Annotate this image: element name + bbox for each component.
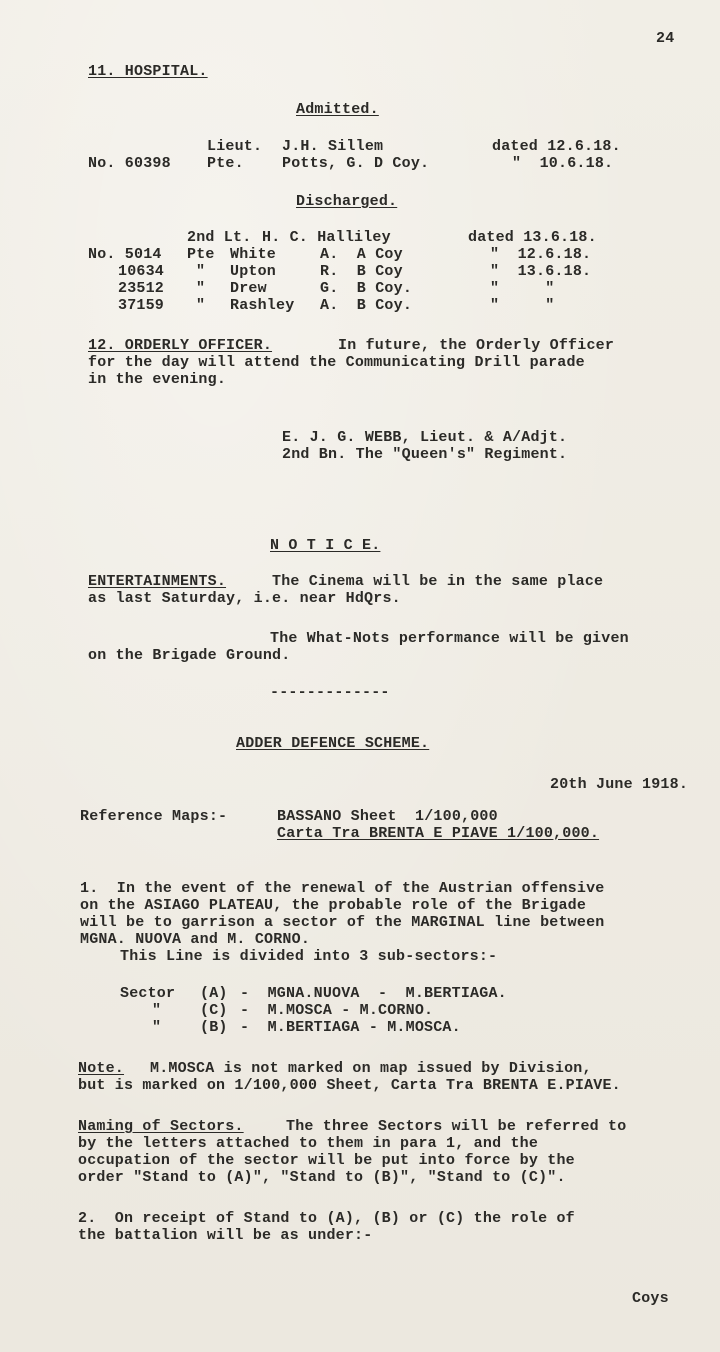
discharged-heading: Discharged. xyxy=(296,193,398,210)
discharged-row-3-dated: " 13.6.18. xyxy=(490,263,592,280)
naming-line-2: by the letters attached to them in para 1, and the xyxy=(78,1135,539,1152)
discharged-row-2-coy: A. A Coy xyxy=(320,246,403,263)
sector-b-desc: - M.BERTIAGA - M.MOSCA. xyxy=(240,1019,461,1036)
discharged-row-4-rank: " xyxy=(196,280,206,297)
discharged-row-3-no: 10634 xyxy=(118,263,165,280)
discharged-row-1-name: H. C. Halliley xyxy=(262,229,391,246)
naming-line-1: The three Sectors will be referred to xyxy=(286,1118,627,1135)
footer-catchword: Coys xyxy=(632,1290,669,1307)
discharged-row-2-dated: " 12.6.18. xyxy=(490,246,592,263)
admitted-row-2-rank: Pte. xyxy=(207,155,244,172)
orderly-officer-heading: 12. ORDERLY OFFICER. xyxy=(88,337,273,354)
sector-b-label: " xyxy=(152,1019,162,1036)
admitted-row-1-rank: Lieut. xyxy=(207,138,263,155)
discharged-row-2-no: No. 5014 xyxy=(88,246,162,263)
discharged-row-3-name: Upton xyxy=(230,263,277,280)
notice-line-1: The Cinema will be in the same place xyxy=(272,573,604,590)
adder-date: 20th June 1918. xyxy=(550,776,689,793)
para1-line-2: on the ASIAGO PLATEAU, the probable role of the Brigade xyxy=(80,897,587,914)
notice-line-2: as last Saturday, i.e. near HdQrs. xyxy=(88,590,401,607)
discharged-row-2-name: White xyxy=(230,246,277,263)
notice-line-3: The What-Nots performance will be given xyxy=(270,630,629,647)
reference-label: Reference Maps:- xyxy=(80,808,228,825)
discharged-row-5-name: Rashley xyxy=(230,297,295,314)
orderly-officer-line-2: for the day will attend the Communicating Drill parade xyxy=(88,354,585,371)
discharged-row-3-coy: R. B Coy xyxy=(320,263,403,280)
naming-label: Naming of Sectors. xyxy=(78,1118,244,1135)
admitted-row-2-name: Potts, G. D Coy. xyxy=(282,155,430,172)
entertainments-heading: ENTERTAINMENTS. xyxy=(88,573,227,590)
notice-heading: N O T I C E. xyxy=(270,537,381,554)
admitted-row-2-dated: " 10.6.18. xyxy=(512,155,614,172)
discharged-row-5-dated: " " xyxy=(490,297,555,314)
separator-dashes: ------------- xyxy=(270,684,390,701)
page-number: 24 xyxy=(656,30,675,47)
para1-line-4: MGNA. NUOVA and M. CORNO. xyxy=(80,931,311,948)
para1-line-1: 1. In the event of the renewal of the Austrian offensive xyxy=(80,880,605,897)
notice-line-4: on the Brigade Ground. xyxy=(88,647,291,664)
discharged-row-1-dated: dated 13.6.18. xyxy=(468,229,597,246)
para2-line-1: 2. On receipt of Stand to (A), (B) or (C) the role of xyxy=(78,1210,575,1227)
note-line-1: M.MOSCA is not marked on map issued by Division, xyxy=(150,1060,592,1077)
para1-line-5: This Line is divided into 3 sub-sectors:- xyxy=(120,948,498,965)
discharged-row-3-rank: " xyxy=(196,263,206,280)
sector-a-label: Sector xyxy=(120,985,176,1002)
reference-map-1: BASSANO Sheet 1/100,000 xyxy=(277,808,498,825)
naming-line-3: occupation of the sector will be put into force by the xyxy=(78,1152,575,1169)
admitted-row-1-name: J.H. Sillem xyxy=(282,138,384,155)
sector-b-letter: (B) xyxy=(200,1019,228,1036)
discharged-row-4-dated: " " xyxy=(490,280,555,297)
sector-c-letter: (C) xyxy=(200,1002,228,1019)
note-line-2: but is marked on 1/100,000 Sheet, Carta Tra BRENTA E.PIAVE. xyxy=(78,1077,621,1094)
discharged-row-5-rank: " xyxy=(196,297,206,314)
discharged-row-5-coy: A. B Coy. xyxy=(320,297,413,314)
sector-c-label: " xyxy=(152,1002,162,1019)
adder-heading: ADDER DEFENCE SCHEME. xyxy=(236,735,430,752)
discharged-row-2-rank: Pte xyxy=(187,246,215,263)
discharged-row-4-name: Drew xyxy=(230,280,267,297)
note-label: Note. xyxy=(78,1060,125,1077)
hospital-heading: 11. HOSPITAL. xyxy=(88,63,208,80)
para1-line-3: will be to garrison a sector of the MARGINAL line between xyxy=(80,914,605,931)
admitted-row-1-dated: dated 12.6.18. xyxy=(492,138,621,155)
sector-c-desc: - M.MOSCA - M.CORNO. xyxy=(240,1002,434,1019)
orderly-officer-line-3: in the evening. xyxy=(88,371,227,388)
signature-line-1: E. J. G. WEBB, Lieut. & A/Adjt. xyxy=(282,429,568,446)
admitted-row-2-no: No. 60398 xyxy=(88,155,171,172)
naming-line-4: order "Stand to (A)", "Stand to (B)", "Stand to (C)". xyxy=(78,1169,566,1186)
discharged-row-5-no: 37159 xyxy=(118,297,165,314)
sector-a-desc: - MGNA.NUOVA - M.BERTIAGA. xyxy=(240,985,507,1002)
discharged-row-4-no: 23512 xyxy=(118,280,165,297)
sector-a-letter: (A) xyxy=(200,985,228,1002)
admitted-heading: Admitted. xyxy=(296,101,379,118)
para2-line-2: the battalion will be as under:- xyxy=(78,1227,373,1244)
discharged-row-1-rank: 2nd Lt. xyxy=(187,229,252,246)
orderly-officer-line-1: In future, the Orderly Officer xyxy=(338,337,615,354)
signature-line-2: 2nd Bn. The "Queen's" Regiment. xyxy=(282,446,568,463)
reference-map-2: Carta Tra BRENTA E PIAVE 1/100,000. xyxy=(277,825,600,842)
discharged-row-4-coy: G. B Coy. xyxy=(320,280,413,297)
